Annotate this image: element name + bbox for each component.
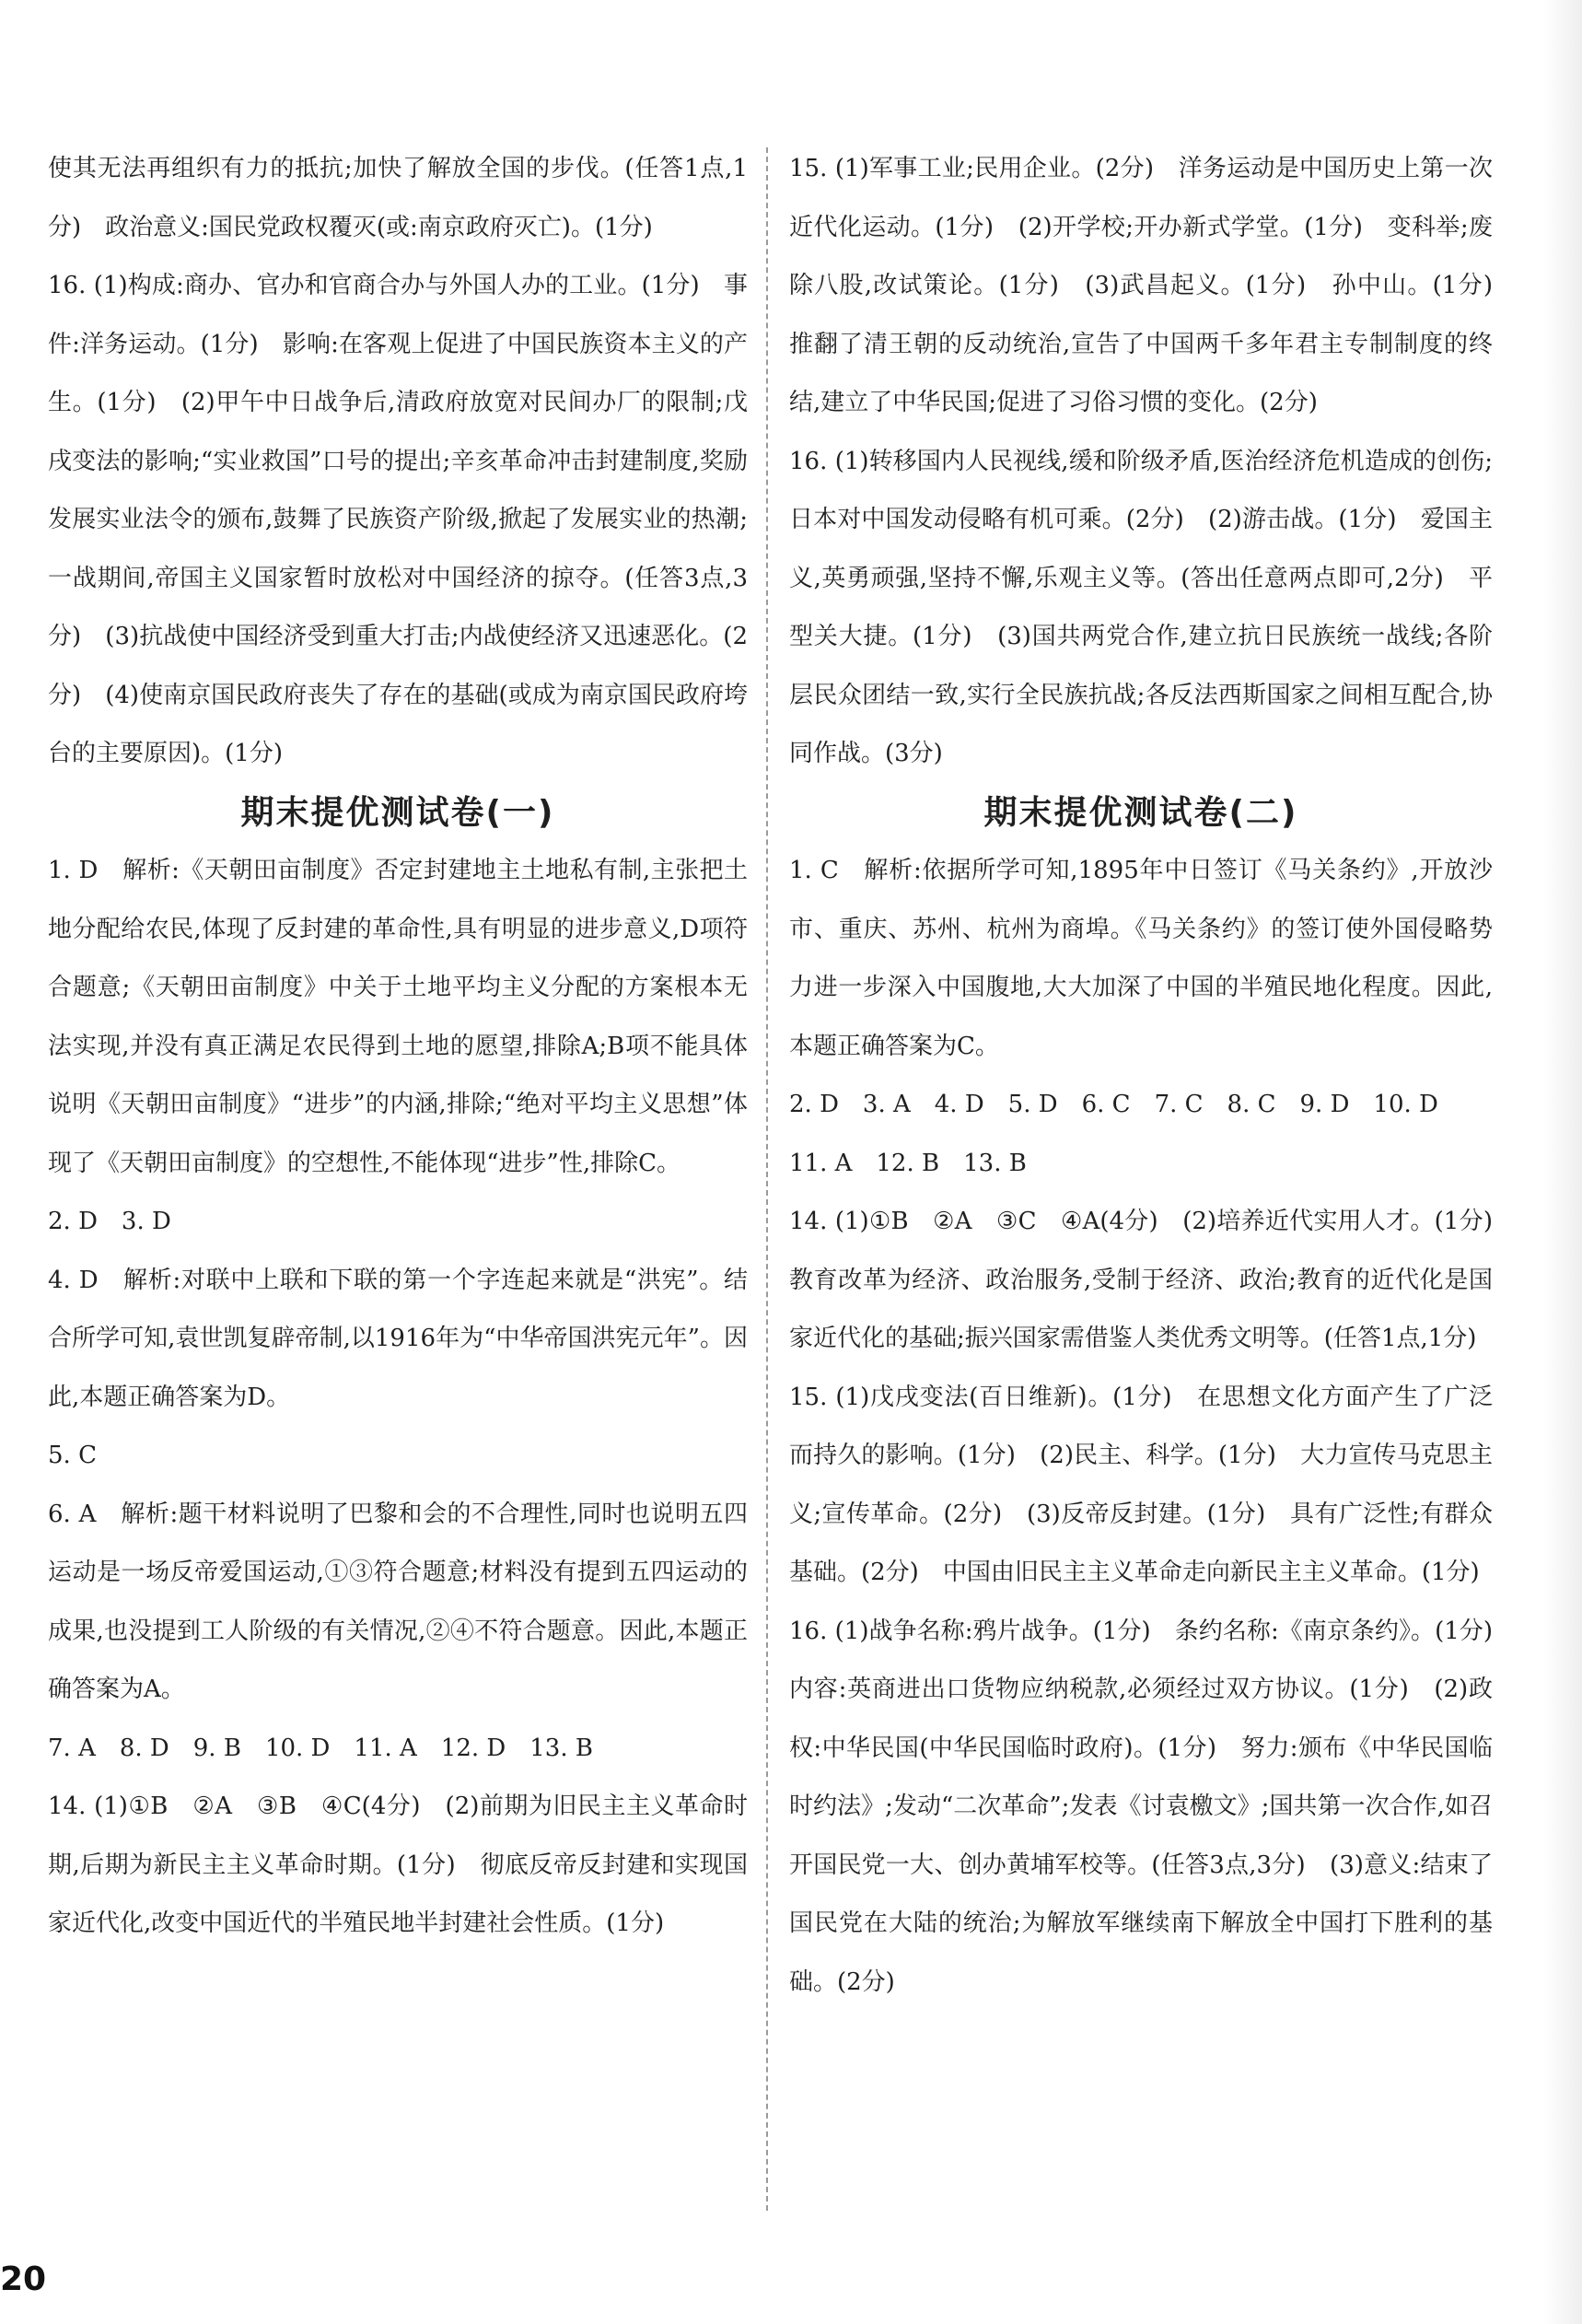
page-edge-shadow [1543, 0, 1582, 2324]
answer-paragraph: 2. D 3. A 4. D 5. D 6. C 7. C 8. C 9. D 10. D [789, 1091, 1438, 1118]
answer-paragraph: 4. D 解析:对联中上联和下联的第一个字连起来就是“洪宪”。结合所学可知,袁世凯复辟帝制,以1916年为“中华帝国洪宪元年”。因此,本题正确答案为D。 [48, 1266, 748, 1411]
answer-paragraph: 使其无法再组织有力的抵抗;加快了解放全国的步伐。(任答1点,1分) 政治意义:国民党政权覆灭(或:南京政府灭亡)。(1分) [48, 155, 748, 241]
answer-paragraph: 14. (1)①B ②A ③C ④A(4分) (2)培养近代实用人才。(1分) 教育改革为经济、政治服务,受制于经济、政治;教育的近代化是国家近代化的基础;振兴国家需借鉴人类优秀文明等。(任答1点,1分) [789, 1208, 1518, 1352]
answer-paragraph: 11. A 12. B 13. B [789, 1149, 1027, 1177]
answer-paragraph: 5. C [48, 1442, 97, 1469]
answer-paragraph: 2. D 3. D [48, 1208, 171, 1235]
column-divider [766, 147, 768, 2211]
answer-paragraph: 7. A 8. D 9. B 10. D 11. A 12. D 13. B [48, 1734, 593, 1762]
answer-paragraph: 6. A 解析:题干材料说明了巴黎和会的不合理性,同时也说明五四运动是一场反帝爱国运动,①③符合题意;材料没有提到五四运动的成果,也没提到工人阶级的有关情况,②④不符合题意。因此,本题正确答案为A。 [48, 1500, 748, 1703]
answer-paragraph: 1. D 解析:《天朝田亩制度》否定封建地主土地私有制,主张把土地分配给农民,体现了反封建的革命性,具有明显的进步意义,D项符合题意;《天朝田亩制度》中关于土地平均主义分配的方案根本无法实现,并没有真正满足农民得到土地的愿望,排除A;B项不能具体说明《天朝田亩制度》“进步”的内涵,排除;“绝对平均主义思想”体现了《天朝田亩制度》的空想性,不能体现“进步”性,排除C。 [48, 857, 748, 1177]
section-title: 期末提优测试卷(一) [240, 793, 555, 832]
answer-paragraph: 1. C 解析:依据所学可知,1895年中日签订《马关条约》,开放沙市、重庆、苏州、杭州为商埠。《马关条约》的签订使外国侵略势力进一步深入中国腹地,大大加深了中国的半殖民地化程度。因此,本题正确答案为C。 [789, 857, 1493, 1060]
answer-paragraph: 16. (1)转移国内人民视线,缓和阶级矛盾,医治经济危机造成的创伤;日本对中国发动侵略有机可乘。(2分) (2)游击战。(1分) 爱国主义,英勇顽强,坚持不懈,乐观主义等。(答出任意两点即可,2分) 平型关大捷。(1分) (3)国共两党合作,建立抗日民族统一战线;各阶层民众团结一致,实行全民族抗战;各反法西斯国家之间相互配合,协同作战。(3分) [789, 447, 1493, 767]
answer-paragraph: 16. (1)构成:商办、官办和官商合办与外国人办的工业。(1分) 事件:洋务运动。(1分) 影响:在客观上促进了中国民族资本主义的产生。(1分) (2)甲午中日战争后,清政府放宽对民间办厂的限制;戊戌变法的影响;“实业救国”口号的提出;辛亥革命冲击封建制度,奖励发展实业法令的颁布,鼓舞了民族资产阶级,掀起了发展实业的热潮;一战期间,帝国主义国家暂时放松对中国经济的掠夺。(任答3点,3分) (3)抗战使中国经济受到重大打击;内战使经济又迅速恶化。(2分) (4)使南京国民政府丧失了存在的基础(或成为南京国民政府垮台的主要原因)。(1分) [48, 272, 748, 767]
left-column [48, 140, 748, 1954]
answer-paragraph: 15. (1)军事工业;民用企业。(2分) 洋务运动是中国历史上第一次近代化运动。(1分) (2)开学校;开办新式学堂。(1分) 变科举;废除八股,改试策论。(1分) (3)武昌起义。(1分) 孙中山。(1分) 推翻了清王朝的反动统治,宣告了中国两千多年君主专制制度的终结,建立了中华民国;促进了习俗习惯的变化。(2分) [789, 155, 1518, 416]
section-title: 期末提优测试卷(二) [983, 793, 1298, 832]
page-number: 20 [0, 2260, 47, 2298]
answer-paragraph: 15. (1)戊戌变法(百日维新)。(1分) 在思想文化方面产生了广泛而持久的影响。(1分) (2)民主、科学。(1分) 大力宣传马克思主义;宣传革命。(2分) (3)反帝反封建。(1分) 具有广泛性;有群众基础。(2分) 中国由旧民主主义革命走向新民主主义革命。(1分) [789, 1383, 1493, 1586]
answer-paragraph: 14. (1)①B ②A ③B ④C(4分) (2)前期为旧民主主义革命时期,后期为新民主主义革命时期。(1分) 彻底反帝反封建和实现国家近代化,改变中国近代的半殖民地半封建社会性质。(1分) [48, 1793, 748, 1937]
right-column [789, 140, 1518, 2012]
answer-paragraph: 16. (1)战争名称:鸦片战争。(1分) 条约名称:《南京条约》。(1分) 内容:英商进出口货物应纳税款,必须经过双方协议。(1分) (2)政权:中华民国(中华民国临时政府)。(1分) 努力:颁布《中华民国临时约法》;发动“二次革命”;发表《讨袁檄文》;国共第一次合作,如召开国民党一大、创办黄埔军校等。(任答3点,3分) (3)意义:结束了国民党在大陆的统治;为解放军继续南下解放全中国打下胜利的基础。(2分) [789, 1617, 1518, 1996]
